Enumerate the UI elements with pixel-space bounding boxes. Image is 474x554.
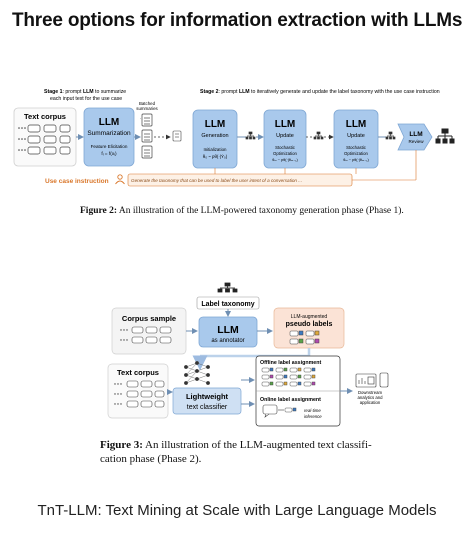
llm-summ-sub: Summarization: [87, 130, 131, 137]
lw-classifier-line1: Lightweight: [185, 392, 229, 401]
text-corpus-label: Text corpus: [24, 112, 66, 121]
downstream-line3: application: [359, 400, 381, 405]
corpus-sample-label: Corpus sample: [121, 314, 177, 323]
llm-upd2-title: LLM: [345, 119, 367, 130]
final-taxonomy-icon: [436, 129, 454, 143]
llm-annotator-sub: as annotator: [211, 338, 245, 344]
llm-upd1-detail1: Stochastic: [275, 145, 295, 150]
realtime-line1: real-time: [304, 408, 321, 413]
user-icon: [116, 175, 125, 184]
llm-rev-title: LLM: [409, 131, 423, 138]
llm-upd1-detail2: Optimization: [273, 151, 297, 156]
pseudo-label-line1: LLM-augmented: [290, 314, 328, 320]
llm-gen-sub: Generation: [201, 133, 229, 139]
offline-label: Offline label assignment: [260, 360, 322, 366]
llm-gen-detail1: Initialization: [203, 147, 227, 152]
neural-network-icon: [184, 361, 210, 385]
stage2-text: Stage 2: prompt LLM to iteratively generate and update the label taxonomy with the use case instruction: [200, 89, 440, 95]
label-taxonomy-icon: [218, 283, 237, 292]
text-corpus-documents-icon: [28, 125, 70, 154]
llm-upd2-detail1: Stochastic: [346, 145, 366, 150]
figure-2-caption: Figure 2: An illustration of the LLM-powered taxonomy generation phase (Phase 1).: [80, 206, 404, 216]
llm-upd2-detail3: θₘ ~ pθ(·|θₘ₋₁): [343, 158, 369, 162]
arrow-pseudo-to-classifier: [200, 348, 309, 356]
small-doc-icon: [173, 131, 181, 141]
downstream-line2: analytics and: [357, 395, 383, 400]
figure-3-caption: Figure 3: An illustration of the LLM-augmented text classifi- cation phase (Phase 2).: [100, 439, 372, 465]
footer-text: TnT-LLM: Text Mining at Scale with Large Language Models: [37, 502, 437, 519]
use-case-label: Use case instruction: [45, 178, 109, 185]
taxonomy-tree-icon-1: [246, 132, 255, 139]
use-case-text: Generate the taxonomy that can be used to label the user intent of a conversation ...: [131, 178, 303, 183]
batched-label-2: summaries: [136, 106, 158, 111]
batched-summaries-icon: [142, 114, 152, 158]
stage1-text-line2: each input text for the use case: [50, 96, 123, 102]
llm-upd2-detail2: Optimization: [344, 151, 368, 156]
analytics-dashboard-icon: [356, 374, 376, 387]
llm-upd1-sub: Update: [276, 133, 294, 139]
llm-summ-title: LLM: [98, 117, 120, 128]
llm-summ-detail2: fᵢ = f(xᵢ): [101, 152, 117, 157]
stage1-text: Stage 1: prompt LLM to summarize: [44, 89, 127, 95]
llm-gen-title: LLM: [204, 119, 226, 130]
page-title: Three options for information extraction with LLMs: [12, 10, 463, 31]
taxonomy-tree-icon-3: [386, 132, 395, 139]
llm-annotator-title: LLM: [217, 324, 239, 336]
figure-3-diagram: [0, 280, 474, 430]
label-taxonomy-text: Label taxonomy: [201, 301, 255, 308]
llm-upd1-detail3: θₘ ~ pθ(·|θₘ₋₁): [272, 158, 298, 162]
llm-rev-sub: Review: [408, 139, 424, 144]
figure-2-diagram: [0, 80, 474, 192]
batched-label-1: Batched: [138, 101, 156, 106]
batch-dots-1: ·: [140, 116, 142, 121]
downstream-line1: Downstream: [357, 390, 383, 395]
llm-upd1-title: LLM: [274, 119, 296, 130]
taxonomy-tree-icon-2: [314, 132, 323, 139]
realtime-line2: inference: [304, 414, 322, 419]
text-corpus-label-2: Text corpus: [117, 368, 159, 377]
lw-classifier-line2: text classifier: [186, 404, 228, 411]
llm-upd2-sub: Update: [347, 133, 365, 139]
pseudo-label-line2: pseudo labels: [285, 321, 333, 328]
llm-gen-detail2: θ₀ ~ pθ(·|Ẏ₀): [202, 154, 228, 159]
text-corpus-docs-icon-2: [127, 381, 164, 407]
online-label: Online label assignment: [260, 397, 321, 403]
llm-summ-detail1: Feature Elicitation: [90, 144, 128, 149]
mobile-app-icon: [380, 373, 388, 387]
